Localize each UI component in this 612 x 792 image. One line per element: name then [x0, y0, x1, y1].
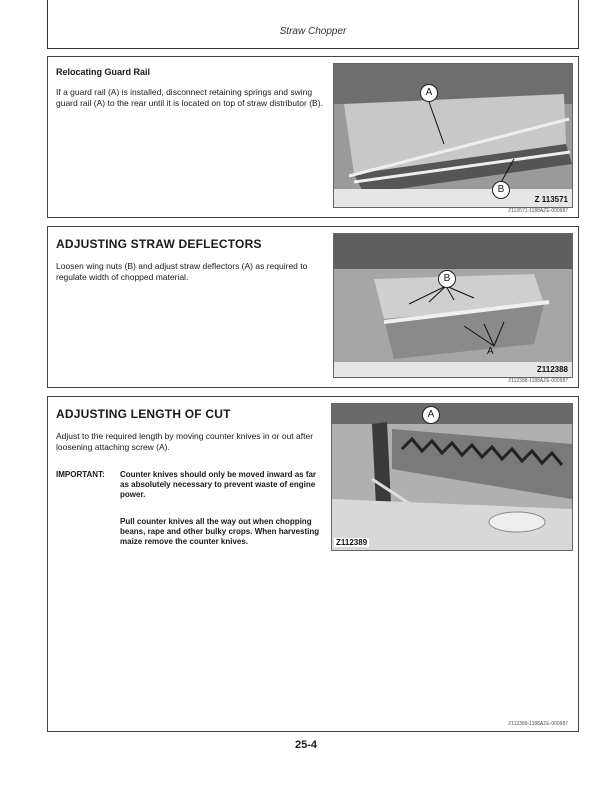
guard-rail-illustration: [334, 64, 572, 207]
figure-id: Z112389-1188AZE-000987: [508, 721, 568, 727]
page-number: 25-4: [294, 739, 318, 751]
section-body: Loosen wing nuts (B) and adjust straw deflectors (A) as required to regulate width of chopped material.: [56, 261, 308, 282]
photo-label: Z112389: [336, 538, 368, 547]
section-heading: ADJUSTING LENGTH OF CUT: [56, 407, 231, 421]
section-heading: Relocating Guard Rail: [56, 67, 151, 77]
straw-deflectors-illustration: [334, 234, 572, 377]
callout-a: A: [422, 406, 440, 424]
figure-id: Z113571-1188AZE-000987: [508, 208, 568, 214]
section-relocating-guard-rail: [47, 56, 579, 218]
callout-b: B: [492, 181, 510, 199]
guard-rail-photo: [333, 63, 573, 208]
header-frame: [47, 0, 579, 49]
section-text: [56, 67, 326, 109]
callout-a: A: [420, 84, 438, 102]
important-note-1: Counter knives should only be moved inward as far as absolutely necessary to prevent waste of engine power.: [120, 470, 317, 499]
section-adjusting-length-of-cut: [47, 396, 579, 732]
important-label: IMPORTANT:: [56, 470, 105, 479]
section-heading: ADJUSTING STRAW DEFLECTORS: [56, 237, 262, 251]
section-text: [56, 237, 326, 283]
callout-b: B: [438, 270, 456, 288]
page-header-title: Straw Chopper: [279, 26, 347, 37]
counter-knives-illustration: [332, 404, 572, 550]
counter-knives-photo: [331, 403, 573, 551]
section-adjusting-straw-deflectors: [47, 226, 579, 388]
figure-id: Z112388-1188AZE-000987: [508, 378, 568, 384]
photo-label: Z 113571: [534, 195, 568, 204]
section-body: Adjust to the required length by moving counter knives in or out after loosening attaching screw (A).: [56, 431, 314, 452]
important-note-2: Pull counter knives all the way out when chopping beans, rape and other bulky crops. When harvesting maize remove the counter knives.: [120, 517, 320, 546]
photo-label: Z112388: [536, 365, 568, 374]
section-text: [56, 407, 326, 453]
callout-a-label: A: [487, 346, 494, 357]
section-body: If a guard rail (A) is installed, disconnect retaining springs and swing guard rail (A) to the rear until it is located on top of straw distributor (B).: [56, 87, 323, 108]
straw-deflectors-photo: [333, 233, 573, 378]
